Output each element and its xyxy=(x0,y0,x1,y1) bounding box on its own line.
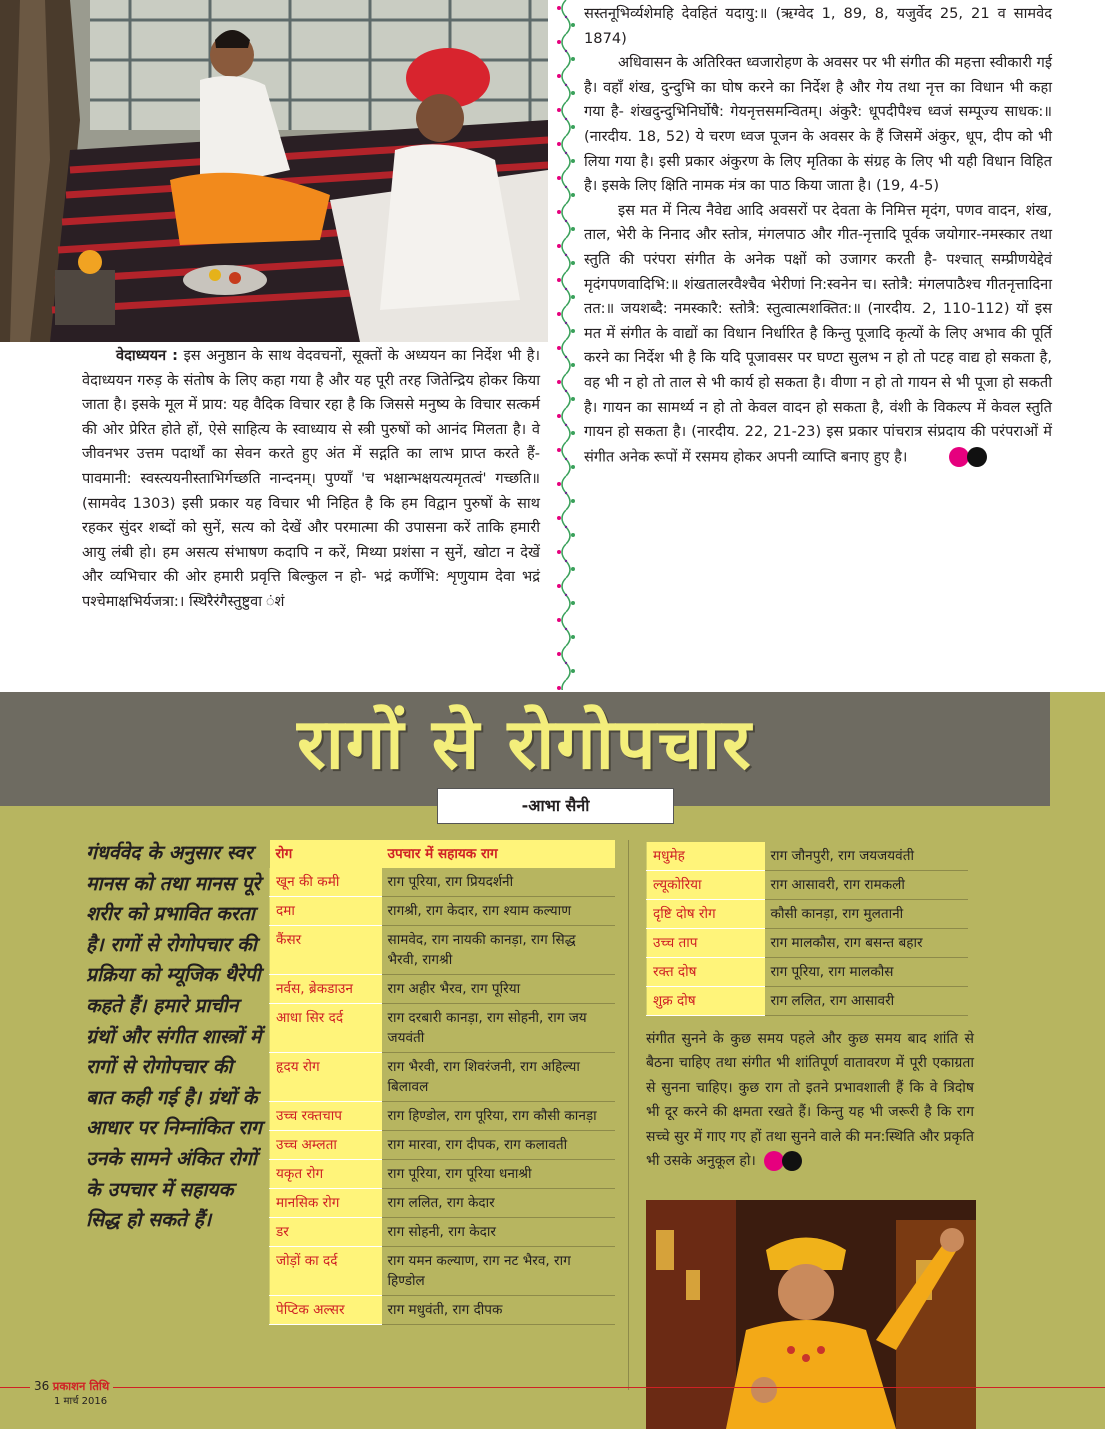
raga-cell: रागश्री, राग केदार, राग श्याम कल्याण xyxy=(382,897,616,926)
table-row xyxy=(270,1131,616,1160)
raga-cell: राग पूरिया, राग मालकौस xyxy=(765,958,969,987)
raga-cell: राग अहीर भैरव, राग पूरिया xyxy=(382,975,616,1004)
table-row xyxy=(270,1102,616,1131)
article-title: रागों से रोगोपचार xyxy=(297,702,753,785)
table-row xyxy=(270,1004,616,1053)
raga-therapy-table xyxy=(269,840,615,1325)
disease-cell: दृष्टि दोष रोग xyxy=(647,900,765,929)
raga-cell: राग भैरवी, राग शिवरंजनी, राग अहिल्या बिलावल xyxy=(382,1053,616,1102)
singer-photo xyxy=(646,1200,976,1429)
footer-rule xyxy=(0,1387,1105,1388)
table-row xyxy=(270,897,616,926)
raga-cell: कौसी कानड़ा, राग मुलतानी xyxy=(765,900,969,929)
dhvajarohan-paragraph: अधिवासन के अतिरिक्त ध्वजारोहण के अवसर पर भी संगीत की महत्ता स्वीकारी गई है। वहाँ शंख, दुन्दुभि का घोष करने का निर्देश है और गेय तथा नृत्त का विधान भी कहा गया है- शंखदुन्दुभिनिर्घोषै: गेयनृत्तसमन्वितम्। अंकुरै: धूपदीपैश्च ध्वजं सम्पूज्य साधक:॥ (नारदीय. 18, 52) ये चरण ध्वज पूजन के अवसर के हैं जिसमें अंकुर, धूप, दीप को भी लिया गया है। इसी प्रकार अंकुरण के लिए मृतिका के संग्रह के लिए भी यही विधान विहित है। इसके लिए क्षिति नामक मंत्र का पाठ किया जाता है। (19, 4-5) xyxy=(584,54,1052,195)
raga-cell: राग मालकौस, राग बसन्त बहार xyxy=(765,929,969,958)
disease-cell: नर्वस, ब्रेकडाउन xyxy=(270,975,382,1004)
ritual-photo xyxy=(0,0,548,342)
decorative-divider xyxy=(553,0,579,690)
disease-cell: हृदय रोग xyxy=(270,1053,382,1102)
author-byline: -आभा सैनी xyxy=(437,788,674,824)
publication-date: 1 मार्च 2016 xyxy=(54,1396,108,1407)
vedadhyayan-paragraph xyxy=(82,344,540,615)
raga-cell: राग मधुवंती, राग दीपक xyxy=(382,1296,616,1325)
page-number: 36 xyxy=(34,1379,50,1393)
raga-cell: राग ललित, राग आसावरी xyxy=(765,987,969,1016)
disease-cell: डर xyxy=(270,1218,382,1247)
disease-cell: उच्च रक्तचाप xyxy=(270,1102,382,1131)
disease-cell: आधा सिर दर्द xyxy=(270,1004,382,1053)
disease-cell: शुक्र दोष xyxy=(647,987,765,1016)
table-row xyxy=(270,1160,616,1189)
disease-cell: उच्च अम्लता xyxy=(270,1131,382,1160)
raga-cell: राग सोहनी, राग केदार xyxy=(382,1218,616,1247)
table-row xyxy=(647,958,969,987)
article-intro: गंधर्ववेद के अनुसार स्वर मानस को तथा मानस पूरे शरीर को प्रभावित करता है। रागों से रोगोपचार की प्रक्रिया को म्यूजिक थैरेपी कहते हैं। हमारे प्राचीन ग्रंथों और संगीत शास्त्रों में रागों से रोगोपचार की बात कही गई है। ग्रंथों के आधार पर निम्नांकित राग उनके सामने अंकित रोगों के उपचार में सहायक सिद्ध हो सकते हैं। xyxy=(86,841,262,1232)
rigveda-quote: सस्तनूभिर्व्यशेमहि देवहितं यदायु:॥ (ऋग्वेद 1, 89, 8, यजुर्वेद 25, 21 व सामवेद 1874) xyxy=(584,5,1052,47)
table-row xyxy=(270,1053,616,1102)
page-footer xyxy=(30,1379,113,1409)
disease-cell: ल्यूकोरिया xyxy=(647,871,765,900)
raga-therapy-table-continued xyxy=(646,842,968,1016)
vedadhyayan-text: इस अनुष्ठान के साथ वेदवचनों, सूक्तों के अध्ययन का निर्देश भी है। वेदाध्ययन गरुड़ के संतोष के लिए कहा गया है और यह पूरी तरह जितेन्द्रिय होकर किया जाता है। इसके मूल में प्राय: यह वैदिक विचार रहा है कि जिससे मनुष्य के विचार सत्कर्म की ओर प्रेरित होते हों, ऐसे साहित्य के स्वाध्याय से स्त्री पुरुषों को आनंद मिलता है। वे जीवनभर उत्तम पदार्थों का सेवन करते हुए अंत में सद्गति का लाभ प्राप्त करते हैं- पावमानी: स्वस्त्ययनीस्ताभिर्गच्छति नान्दनम्। पुण्यॉं 'च भक्षान्भक्षयत्यमृतत्वं' गच्छति॥ (सामवेद 1303) इसी प्रकार यह विचार भी निहित है कि हम विद्वान पुरुषों के साथ रहकर सुंदर शब्दों को सुनें, सत्य को देखें और परमात्मा की उपासना करें ताकि हमारी आयु लंबी हो। हम असत्य संभाषण कदापि न करें, मिथ्या प्रशंसा न सुनें, खोटा न देखें और व्यभिचार की ओर हमारी प्रवृत्ति बिल्कुल न हो- भद्रं कर्णेभि: शृणुयाम देवा भद्रं पश्चेमाक्षभिर्यजत्रा:। स्थिरैरंगैस्तुष्टुवा ंशं xyxy=(82,347,541,610)
disease-cell: मानसिक रोग xyxy=(270,1189,382,1218)
table-row xyxy=(270,975,616,1004)
raga-cell: राग हिण्डोल, राग पूरिया, राग कौसी कानड़ा xyxy=(382,1102,616,1131)
disease-cell: यकृत रोग xyxy=(270,1160,382,1189)
disease-cell: रक्त दोष xyxy=(647,958,765,987)
raga-cell: राग पूरिया, राग पूरिया धनाश्री xyxy=(382,1160,616,1189)
listening-advice xyxy=(646,1027,974,1174)
raga-cell: राग पूरिया, राग प्रियदर्शनी xyxy=(382,868,616,897)
header-raga: उपचार में सहायक राग xyxy=(382,840,616,868)
table-row xyxy=(647,929,969,958)
end-mark-icon xyxy=(915,445,987,470)
header-disease: रोग xyxy=(270,840,382,868)
table-row xyxy=(270,1247,616,1296)
table-row xyxy=(270,1189,616,1218)
disease-cell: मधुमेह xyxy=(647,842,765,871)
end-mark-icon xyxy=(764,1149,802,1173)
raga-cell: राग मारवा, राग दीपक, राग कलावती xyxy=(382,1131,616,1160)
table-row xyxy=(647,900,969,929)
publication-label: प्रकाशन तिथि xyxy=(52,1379,110,1393)
disease-cell: उच्च ताप xyxy=(647,929,765,958)
table-row xyxy=(270,926,616,975)
disease-cell: जोड़ों का दर्द xyxy=(270,1247,382,1296)
table-row xyxy=(270,1218,616,1247)
raga-cell: राग दरबारी कानड़ा, राग सोहनी, राग जय जयवंती xyxy=(382,1004,616,1053)
closing-text: संगीत सुनने के कुछ समय पहले और कुछ समय बाद शांति से बैठना चाहिए तथा संगीत भी शांतिपूर्ण वातावरण में पूरी एकाग्रता से सुनना चाहिए। कुछ राग तो इतने प्रभावशाली हैं कि वे त्रिदोष भी दूर करने की क्षमता रखते हैं। किन्तु यह भी जरूरी है कि राग सच्चे सुर में गाए गए हों तथा सुनने वाले की मन:स्थिति और प्रकृति भी उसके अनुकूल हो। xyxy=(646,1031,974,1170)
disease-cell: पेप्टिक अल्सर xyxy=(270,1296,382,1325)
table-row xyxy=(270,868,616,897)
raga-cell: सामवेद, राग नायकी कानड़ा, राग सिद्ध भैरवी, रागश्री xyxy=(382,926,616,975)
right-column-text xyxy=(584,2,1052,470)
lead-term: वेदाध्ययन : xyxy=(116,347,179,364)
table-row xyxy=(647,871,969,900)
raga-cell: राग ललित, राग केदार xyxy=(382,1189,616,1218)
disease-cell: कैंसर xyxy=(270,926,382,975)
raga-cell: राग यमन कल्याण, राग नट भैरव, राग हिण्डोल xyxy=(382,1247,616,1296)
table-row xyxy=(270,1296,616,1325)
table-row xyxy=(647,842,969,871)
naivedya-paragraph xyxy=(584,199,1052,470)
table-row xyxy=(647,987,969,1016)
raga-cell: राग आसावरी, राग रामकली xyxy=(765,871,969,900)
naivedya-text: इस मत में नित्य नैवेद्य आदि अवसरों पर देवता के निमित्त मृदंग, पणव वादन, शंख, ताल, भेरी के निनाद और स्तोत्र, मंगलपाठ और गीत-नृत्तादि पूर्वक जयोगार-नमस्कार तथा स्तुति की परंपरा संगीत के अनेक पक्षों को उजागर करती है- पश्चात् सम्प्रीणयेद्देवं मृदंगपणवादिभि:॥ शंखतालरवैश्चैव भेरीणां नि:स्वनेन च। स्तोत्रै: मंगलपाठैश्च गीतनृत्तादिना तत:॥ जयशब्दै: नमस्कारै: स्तोत्रै: स्तुत्वात्मशक्तित:॥ (नारदीय. 2, 110-112) यों इस मत में संगीत के वाद्यों का विधान निर्धारित है किन्तु पूजादि कृत्यों के लिए अभाव की पूर्ति करने का निर्देश भी है कि यदि पूजावसर पर घण्टा सुलभ न हो तो पटह वाद्य हो सकता है, वह भी न हो तो ताल से भी कार्य हो सकता है। वीणा न हो तो गायन से भी पूजा हो सकती है। गायन का सामर्थ्य न हो तो केवल वादन हो सकता है, वंशी के विकल्प में केवल स्तुति गायन हो सकता है। (नारदीय. 22, 21-23) इस प्रकार पांचरात्र संप्रदाय की परंपराओं में संगीत अनेक रूपों में रसमय होकर अपनी व्याप्ति बनाए हुए है। xyxy=(584,201,1052,465)
column-divider xyxy=(628,840,629,1390)
raga-cell: राग जौनपुरी, राग जयजयवंती xyxy=(765,842,969,871)
disease-cell: खून की कमी xyxy=(270,868,382,897)
disease-cell: दमा xyxy=(270,897,382,926)
table-header-row xyxy=(270,840,616,868)
